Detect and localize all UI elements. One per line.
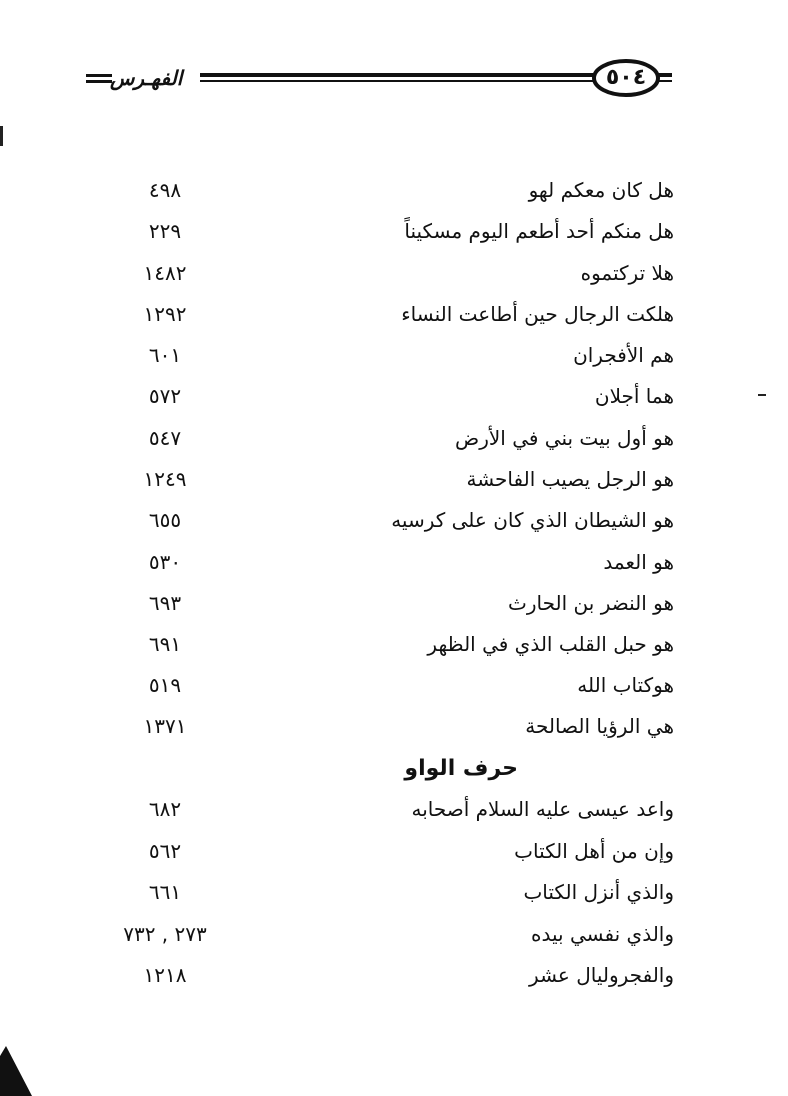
page-number: ٥٠٤ <box>605 65 647 90</box>
section-heading: حرف الواو <box>404 756 518 781</box>
entry-page: ١٢١٨ <box>143 963 187 987</box>
entry-phrase: هو العمد <box>603 550 674 574</box>
scan-edge-mark <box>758 394 766 396</box>
entry-page: ١٣٧١ <box>143 714 187 738</box>
entry-phrase: هل منكم أحد أطعم اليوم مسكيناً <box>404 219 674 243</box>
entry-phrase: والفجروليال عشر <box>529 963 674 987</box>
entry-page: ٦٥٥ <box>148 508 182 532</box>
entry-phrase: هو الشيطان الذي كان على كرسيه <box>391 508 674 532</box>
entry-page: ٦٩٣ <box>148 591 182 615</box>
entry-phrase: هي الرؤيا الصالحة <box>525 714 674 738</box>
entry-phrase: هو حبل القلب الذي في الظهر <box>427 632 674 656</box>
scan-corner-mark <box>0 1046 40 1096</box>
entry-page: ٥٣٠ <box>148 550 182 574</box>
entry-phrase: هو الرجل يصيب الفاحشة <box>466 467 674 491</box>
entry-page: ٦٩١ <box>148 632 182 656</box>
entry-phrase: هلا تركتموه <box>580 261 674 285</box>
entry-page: ٥٤٧ <box>148 426 182 450</box>
scan-edge-mark <box>0 126 3 146</box>
entry-page: ٦٠١ <box>148 343 182 367</box>
entry-phrase: هو أول بيت بني في الأرض <box>455 426 674 450</box>
entry-phrase: وإن من أهل الكتاب <box>514 839 674 863</box>
entry-page: ٥٧٢ <box>148 384 182 408</box>
entry-page: ٥١٩ <box>148 673 182 697</box>
entry-page: ٤٩٨ <box>148 178 182 202</box>
entry-page: ١٢٤٩ <box>143 467 187 491</box>
entry-page: ٢٧٣ , ٧٣٢ <box>123 922 207 946</box>
entry-page: ٦٦١ <box>148 880 182 904</box>
header-title: الفهـرس <box>110 66 183 90</box>
entry-phrase: هما أجلان <box>594 384 674 408</box>
entry-phrase: والذي نفسي بيده <box>531 922 674 946</box>
entry-page: ٦٨٢ <box>148 797 182 821</box>
entry-phrase: هو النضر بن الحارث <box>508 591 674 615</box>
entry-page: ١٢٩٢ <box>143 302 187 326</box>
entry-page: ١٤٨٢ <box>143 261 187 285</box>
entry-phrase: هلكت الرجال حين أطاعت النساء <box>401 302 674 326</box>
entry-phrase: هوكتاب الله <box>577 673 674 697</box>
entry-page: ٥٦٢ <box>148 839 182 863</box>
entry-phrase: هم الأفجران <box>573 343 674 367</box>
entry-phrase: واعد عيسى عليه السلام أصحابه <box>411 797 674 821</box>
entry-phrase: والذي أنزل الكتاب <box>523 880 674 904</box>
entry-page: ٢٢٩ <box>148 219 182 243</box>
entry-phrase: هل كان معكم لهو <box>528 178 674 202</box>
